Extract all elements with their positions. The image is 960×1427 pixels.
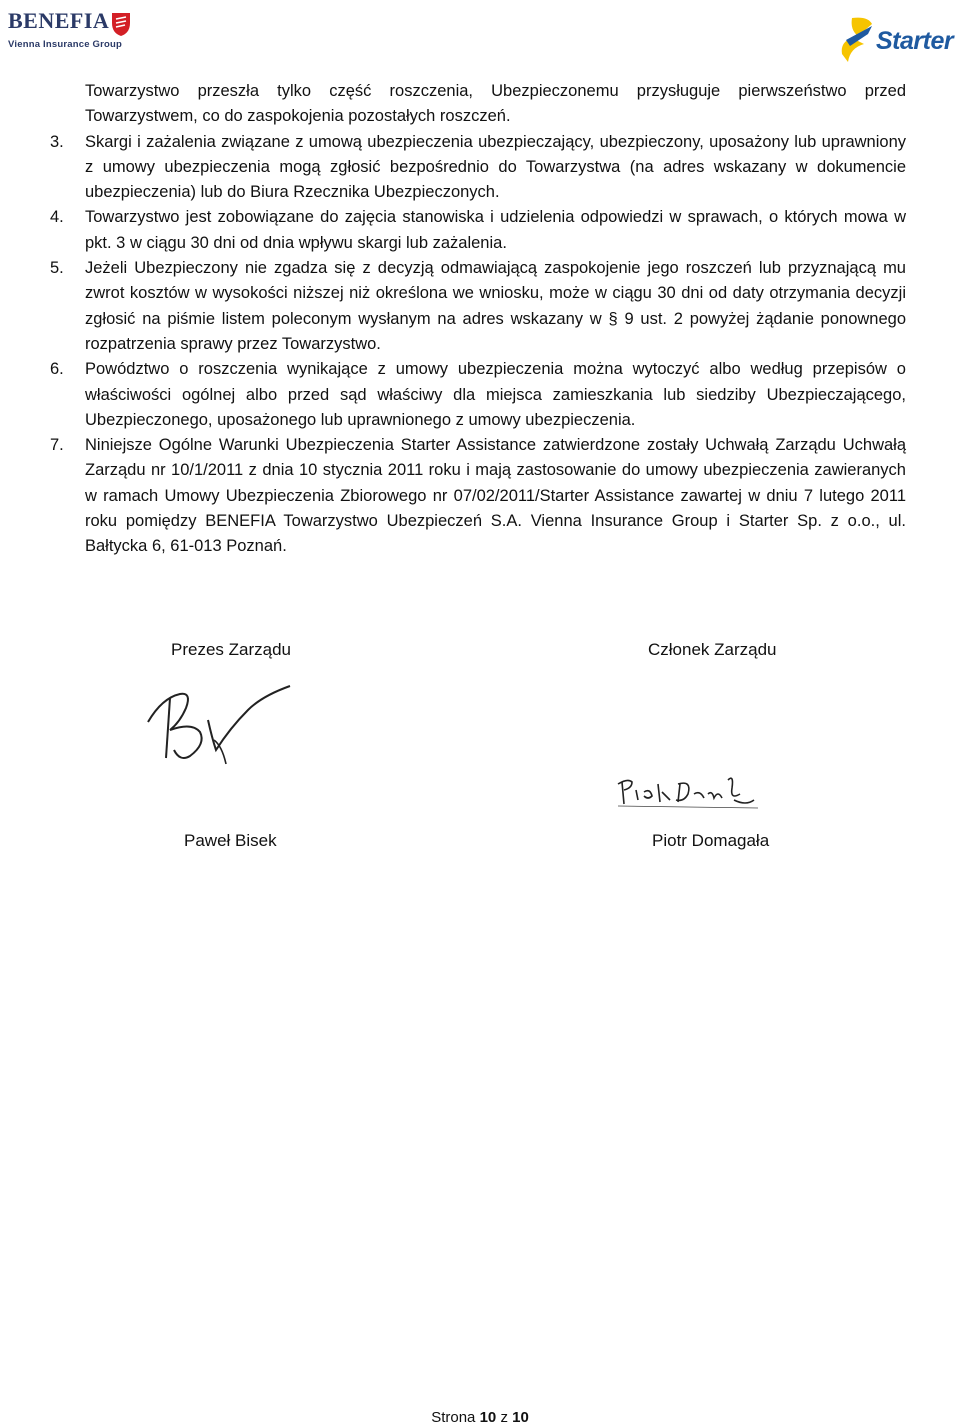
page-number <box>0 1409 960 1426</box>
starter-logo-name: Starter <box>876 27 954 55</box>
left-signatory-name: Paweł Bisek <box>184 831 277 850</box>
starter-swoosh-icon <box>838 14 880 68</box>
list-item <box>50 256 906 357</box>
document-body <box>50 79 906 560</box>
left-signature-image <box>140 680 300 780</box>
intro-paragraph <box>50 79 906 130</box>
list-item-number: 6. <box>50 360 64 379</box>
benefia-logo-name: BENEFIA <box>8 8 110 33</box>
list-item <box>50 130 906 206</box>
list-item-text: Towarzystwo jest zobowiązane do zajęcia stanowiska i udzielenia odpowiedzi w sprawach, o których mowa w pkt. 3 w ciągu 30 dni od dnia wpływu skargi lub zażalenia. <box>85 208 906 252</box>
page-number-total: 10 <box>512 1409 529 1426</box>
list-item <box>50 205 906 256</box>
list-item-text: Niniejsze Ogólne Warunki Ubezpieczenia Starter Assistance zatwierdzone zostały Uchwałą Zarządu Uchwałą Zarządu nr 10/1/2011 z dnia 10 stycznia 2011 roku i mają zastosowanie do umowy ubezpieczenia zawieranych w ramach Umowy Ubezpieczenia Zbiorowego nr 07/02/2011/Starter Assistance zawartej w dniu 7 lutego 2011 roku pomiędzy BENEFIA Towarzystwo Ubezpieczeń S.A. Vienna Insurance Group i Starter Sp. z o.o., ul. Bałtycka 6, 61-013 Poznań. <box>85 436 906 556</box>
benefia-shield-icon <box>110 11 132 37</box>
list-item <box>50 433 906 559</box>
right-signatory-name: Piotr Domagała <box>652 831 770 850</box>
right-signature-image <box>614 770 764 820</box>
list-item-number: 4. <box>50 208 64 227</box>
intro-text: Towarzystwo przeszła tylko część roszczenia, Ubezpieczonemu przysługuje pierwszeństwo przed Towarzystwem, co do zaspokojenia pozostałych roszczeń. <box>85 82 906 126</box>
page-number-prefix: Strona <box>431 1409 476 1426</box>
list-item <box>50 357 906 433</box>
list-item-number: 7. <box>50 436 64 455</box>
list-item-text: Jeżeli Ubezpieczony nie zgadza się z decyzją odmawiającą zaspokojenie jego roszczeń lub przyznającą mu zwrot kosztów w wysokości niższej niż określona we wniosku, może w ciągu 30 dni od daty otrzymania decyzji zgłosić na piśmie listem poleconym wysłanym na adres wskazany w § 9 ust. 2 powyżej żądanie ponownego rozpatrzenia sprawy przez Towarzystwo. <box>85 259 906 353</box>
benefia-logo <box>8 8 126 54</box>
list-item-text: Powództwo o roszczenia wynikające z umowy ubezpieczenia można wytoczyć albo według przepisów o właściwości ogólnej albo przed sąd właściwy dla miejsca zamieszkania lub siedziby Ubezpieczającego, Ubezpieczonego, uposażonego lub uprawnionego z umowy ubezpieczenia. <box>85 360 906 429</box>
page-number-separator: z <box>500 1409 508 1426</box>
page-number-current: 10 <box>479 1409 497 1426</box>
list-item-number: 3. <box>50 132 64 151</box>
list-item-text: Skargi i zażalenia związane z umową ubezpieczenia ubezpieczający, ubezpieczony, uposażony lub uprawniony z umowy ubezpieczenia mogą zgłosić bezpośrednio do Towarzystwa (na adres wskazany w dokumencie ubezpieczenia) lub do Biura Rzecznika Ubezpieczonych. <box>85 132 906 202</box>
left-signatory-title: Prezes Zarządu <box>171 640 291 659</box>
starter-logo <box>838 14 960 68</box>
benefia-logo-subtitle: Vienna Insurance Group <box>8 39 123 50</box>
right-signatory-title: Członek Zarządu <box>648 640 777 659</box>
list-item-number: 5. <box>50 259 64 278</box>
